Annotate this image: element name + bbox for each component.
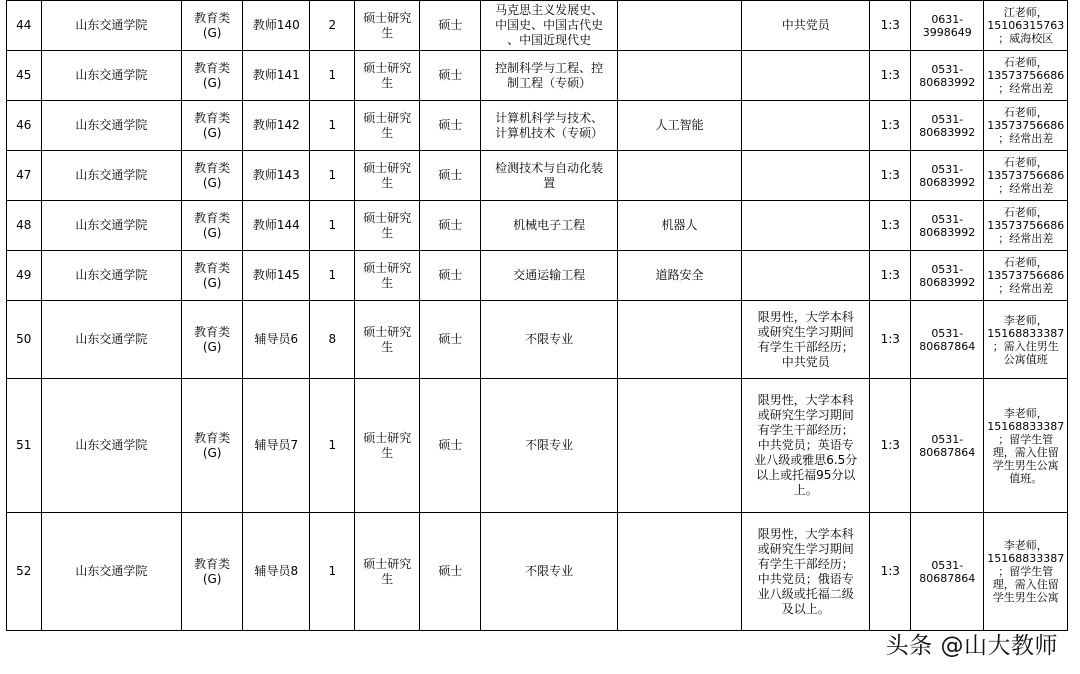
school-cell: 山东交通学院 xyxy=(41,51,182,101)
school-cell: 山东交通学院 xyxy=(41,101,182,151)
contact-cell: 石老师， 13573756686 ；经常出差 xyxy=(984,201,1068,251)
requirements-cell xyxy=(742,101,870,151)
contact-cell: 江老师， 15106315763 ；威海校区 xyxy=(984,1,1068,51)
direction-cell xyxy=(617,379,741,513)
direction-cell: 道路安全 xyxy=(617,251,741,301)
count-cell: 8 xyxy=(310,301,355,379)
row-number-cell: 47 xyxy=(7,151,42,201)
position-cell: 教师143 xyxy=(243,151,310,201)
direction-cell xyxy=(617,301,741,379)
phone-cell: 0531- 80683992 xyxy=(911,51,984,101)
education-cell: 硕士研究 生 xyxy=(355,251,420,301)
phone-cell: 0531- 80683992 xyxy=(911,201,984,251)
degree-cell: 硕士 xyxy=(420,151,481,201)
degree-cell: 硕士 xyxy=(420,51,481,101)
major-cell: 计算机科学与技术、 计算机技术（专硕） xyxy=(481,101,617,151)
degree-cell: 硕士 xyxy=(420,251,481,301)
education-cell: 硕士研究 生 xyxy=(355,379,420,513)
direction-cell xyxy=(617,1,741,51)
count-cell: 1 xyxy=(310,51,355,101)
category-cell: 教育类 (G) xyxy=(182,1,243,51)
ratio-cell: 1:3 xyxy=(870,1,911,51)
category-cell: 教育类 (G) xyxy=(182,101,243,151)
category-cell: 教育类 (G) xyxy=(182,51,243,101)
direction-cell: 机器人 xyxy=(617,201,741,251)
phone-cell: 0531- 80683992 xyxy=(911,101,984,151)
ratio-cell: 1:3 xyxy=(870,51,911,101)
requirements-cell: 限男性，大学本科 或研究生学习期间 有学生干部经历； 中共党员；英语专 业八级或雅思6.5分 以上或托福95分以 上。 xyxy=(742,379,870,513)
education-cell: 硕士研究 生 xyxy=(355,301,420,379)
major-cell: 检测技术与自动化装 置 xyxy=(481,151,617,201)
ratio-cell: 1:3 xyxy=(870,151,911,201)
direction-cell xyxy=(617,513,741,631)
category-cell: 教育类 (G) xyxy=(182,379,243,513)
position-cell: 教师142 xyxy=(243,101,310,151)
major-cell: 不限专业 xyxy=(481,379,617,513)
count-cell: 1 xyxy=(310,101,355,151)
position-cell: 辅导员7 xyxy=(243,379,310,513)
requirements-cell: 限男性，大学本科 或研究生学习期间 有学生干部经历； 中共党员；俄语专 业八级或托福二级 及以上。 xyxy=(742,513,870,631)
row-number-cell: 50 xyxy=(7,301,42,379)
table-row xyxy=(7,1,1068,51)
table-row xyxy=(7,101,1068,151)
major-cell: 交通运输工程 xyxy=(481,251,617,301)
count-cell: 1 xyxy=(310,513,355,631)
category-cell: 教育类 (G) xyxy=(182,251,243,301)
row-number-cell: 46 xyxy=(7,101,42,151)
category-cell: 教育类 (G) xyxy=(182,151,243,201)
contact-cell: 石老师， 13573756686 ；经常出差 xyxy=(984,251,1068,301)
count-cell: 1 xyxy=(310,379,355,513)
requirements-cell xyxy=(742,201,870,251)
row-number-cell: 49 xyxy=(7,251,42,301)
contact-cell: 石老师， 13573756686 ；经常出差 xyxy=(984,151,1068,201)
table-row xyxy=(7,251,1068,301)
table-row xyxy=(7,513,1068,631)
education-cell: 硕士研究 生 xyxy=(355,101,420,151)
row-number-cell: 44 xyxy=(7,1,42,51)
school-cell: 山东交通学院 xyxy=(41,201,182,251)
contact-cell: 李老师， 15168833387 ；留学生管 理，需入住留 学生男生公寓 值班。 xyxy=(984,379,1068,513)
major-cell: 不限专业 xyxy=(481,301,617,379)
education-cell: 硕士研究 生 xyxy=(355,513,420,631)
direction-cell: 人工智能 xyxy=(617,101,741,151)
row-number-cell: 51 xyxy=(7,379,42,513)
school-cell: 山东交通学院 xyxy=(41,301,182,379)
position-cell: 教师141 xyxy=(243,51,310,101)
position-cell: 教师140 xyxy=(243,1,310,51)
school-cell: 山东交通学院 xyxy=(41,513,182,631)
table-row xyxy=(7,51,1068,101)
position-cell: 教师145 xyxy=(243,251,310,301)
education-cell: 硕士研究 生 xyxy=(355,201,420,251)
category-cell: 教育类 (G) xyxy=(182,301,243,379)
phone-cell: 0531- 80687864 xyxy=(911,301,984,379)
contact-cell: 李老师， 15168833387 ；需入住男生 公寓值班 xyxy=(984,301,1068,379)
ratio-cell: 1:3 xyxy=(870,201,911,251)
contact-cell: 李老师， 15168833387 ；留学生管 理，需入住留 学生男生公寓 xyxy=(984,513,1068,631)
count-cell: 1 xyxy=(310,151,355,201)
count-cell: 1 xyxy=(310,251,355,301)
row-number-cell: 48 xyxy=(7,201,42,251)
category-cell: 教育类 (G) xyxy=(182,513,243,631)
table-row xyxy=(7,201,1068,251)
table-row xyxy=(7,379,1068,513)
major-cell: 机械电子工程 xyxy=(481,201,617,251)
requirements-cell: 中共党员 xyxy=(742,1,870,51)
school-cell: 山东交通学院 xyxy=(41,379,182,513)
degree-cell: 硕士 xyxy=(420,301,481,379)
major-cell: 不限专业 xyxy=(481,513,617,631)
school-cell: 山东交通学院 xyxy=(41,1,182,51)
table-row xyxy=(7,151,1068,201)
phone-cell: 0631- 3998649 xyxy=(911,1,984,51)
degree-cell: 硕士 xyxy=(420,201,481,251)
position-cell: 教师144 xyxy=(243,201,310,251)
phone-cell: 0531- 80683992 xyxy=(911,151,984,201)
count-cell: 2 xyxy=(310,1,355,51)
school-cell: 山东交通学院 xyxy=(41,251,182,301)
ratio-cell: 1:3 xyxy=(870,251,911,301)
education-cell: 硕士研究 生 xyxy=(355,51,420,101)
direction-cell xyxy=(617,51,741,101)
ratio-cell: 1:3 xyxy=(870,101,911,151)
requirements-cell xyxy=(742,151,870,201)
position-cell: 辅导员6 xyxy=(243,301,310,379)
contact-cell: 石老师， 13573756686 ；经常出差 xyxy=(984,101,1068,151)
watermark-text: 头条 @山大教师 xyxy=(885,633,1058,659)
degree-cell: 硕士 xyxy=(420,513,481,631)
recruitment-table xyxy=(6,0,1068,631)
major-cell: 控制科学与工程、控 制工程（专硕） xyxy=(481,51,617,101)
count-cell: 1 xyxy=(310,201,355,251)
requirements-cell: 限男性，大学本科 或研究生学习期间 有学生干部经历； 中共党员 xyxy=(742,301,870,379)
table-row xyxy=(7,301,1068,379)
requirements-cell xyxy=(742,251,870,301)
education-cell: 硕士研究 生 xyxy=(355,1,420,51)
ratio-cell: 1:3 xyxy=(870,379,911,513)
ratio-cell: 1:3 xyxy=(870,513,911,631)
position-cell: 辅导员8 xyxy=(243,513,310,631)
phone-cell: 0531- 80683992 xyxy=(911,251,984,301)
direction-cell xyxy=(617,151,741,201)
ratio-cell: 1:3 xyxy=(870,301,911,379)
row-number-cell: 45 xyxy=(7,51,42,101)
degree-cell: 硕士 xyxy=(420,1,481,51)
phone-cell: 0531- 80687864 xyxy=(911,379,984,513)
phone-cell: 0531- 80687864 xyxy=(911,513,984,631)
degree-cell: 硕士 xyxy=(420,101,481,151)
contact-cell: 石老师， 13573756686 ；经常出差 xyxy=(984,51,1068,101)
category-cell: 教育类 (G) xyxy=(182,201,243,251)
major-cell: 马克思主义发展史、 中国史、中国古代史 、中国近现代史 xyxy=(481,1,617,51)
school-cell: 山东交通学院 xyxy=(41,151,182,201)
degree-cell: 硕士 xyxy=(420,379,481,513)
table-body xyxy=(7,1,1068,631)
row-number-cell: 52 xyxy=(7,513,42,631)
requirements-cell xyxy=(742,51,870,101)
education-cell: 硕士研究 生 xyxy=(355,151,420,201)
